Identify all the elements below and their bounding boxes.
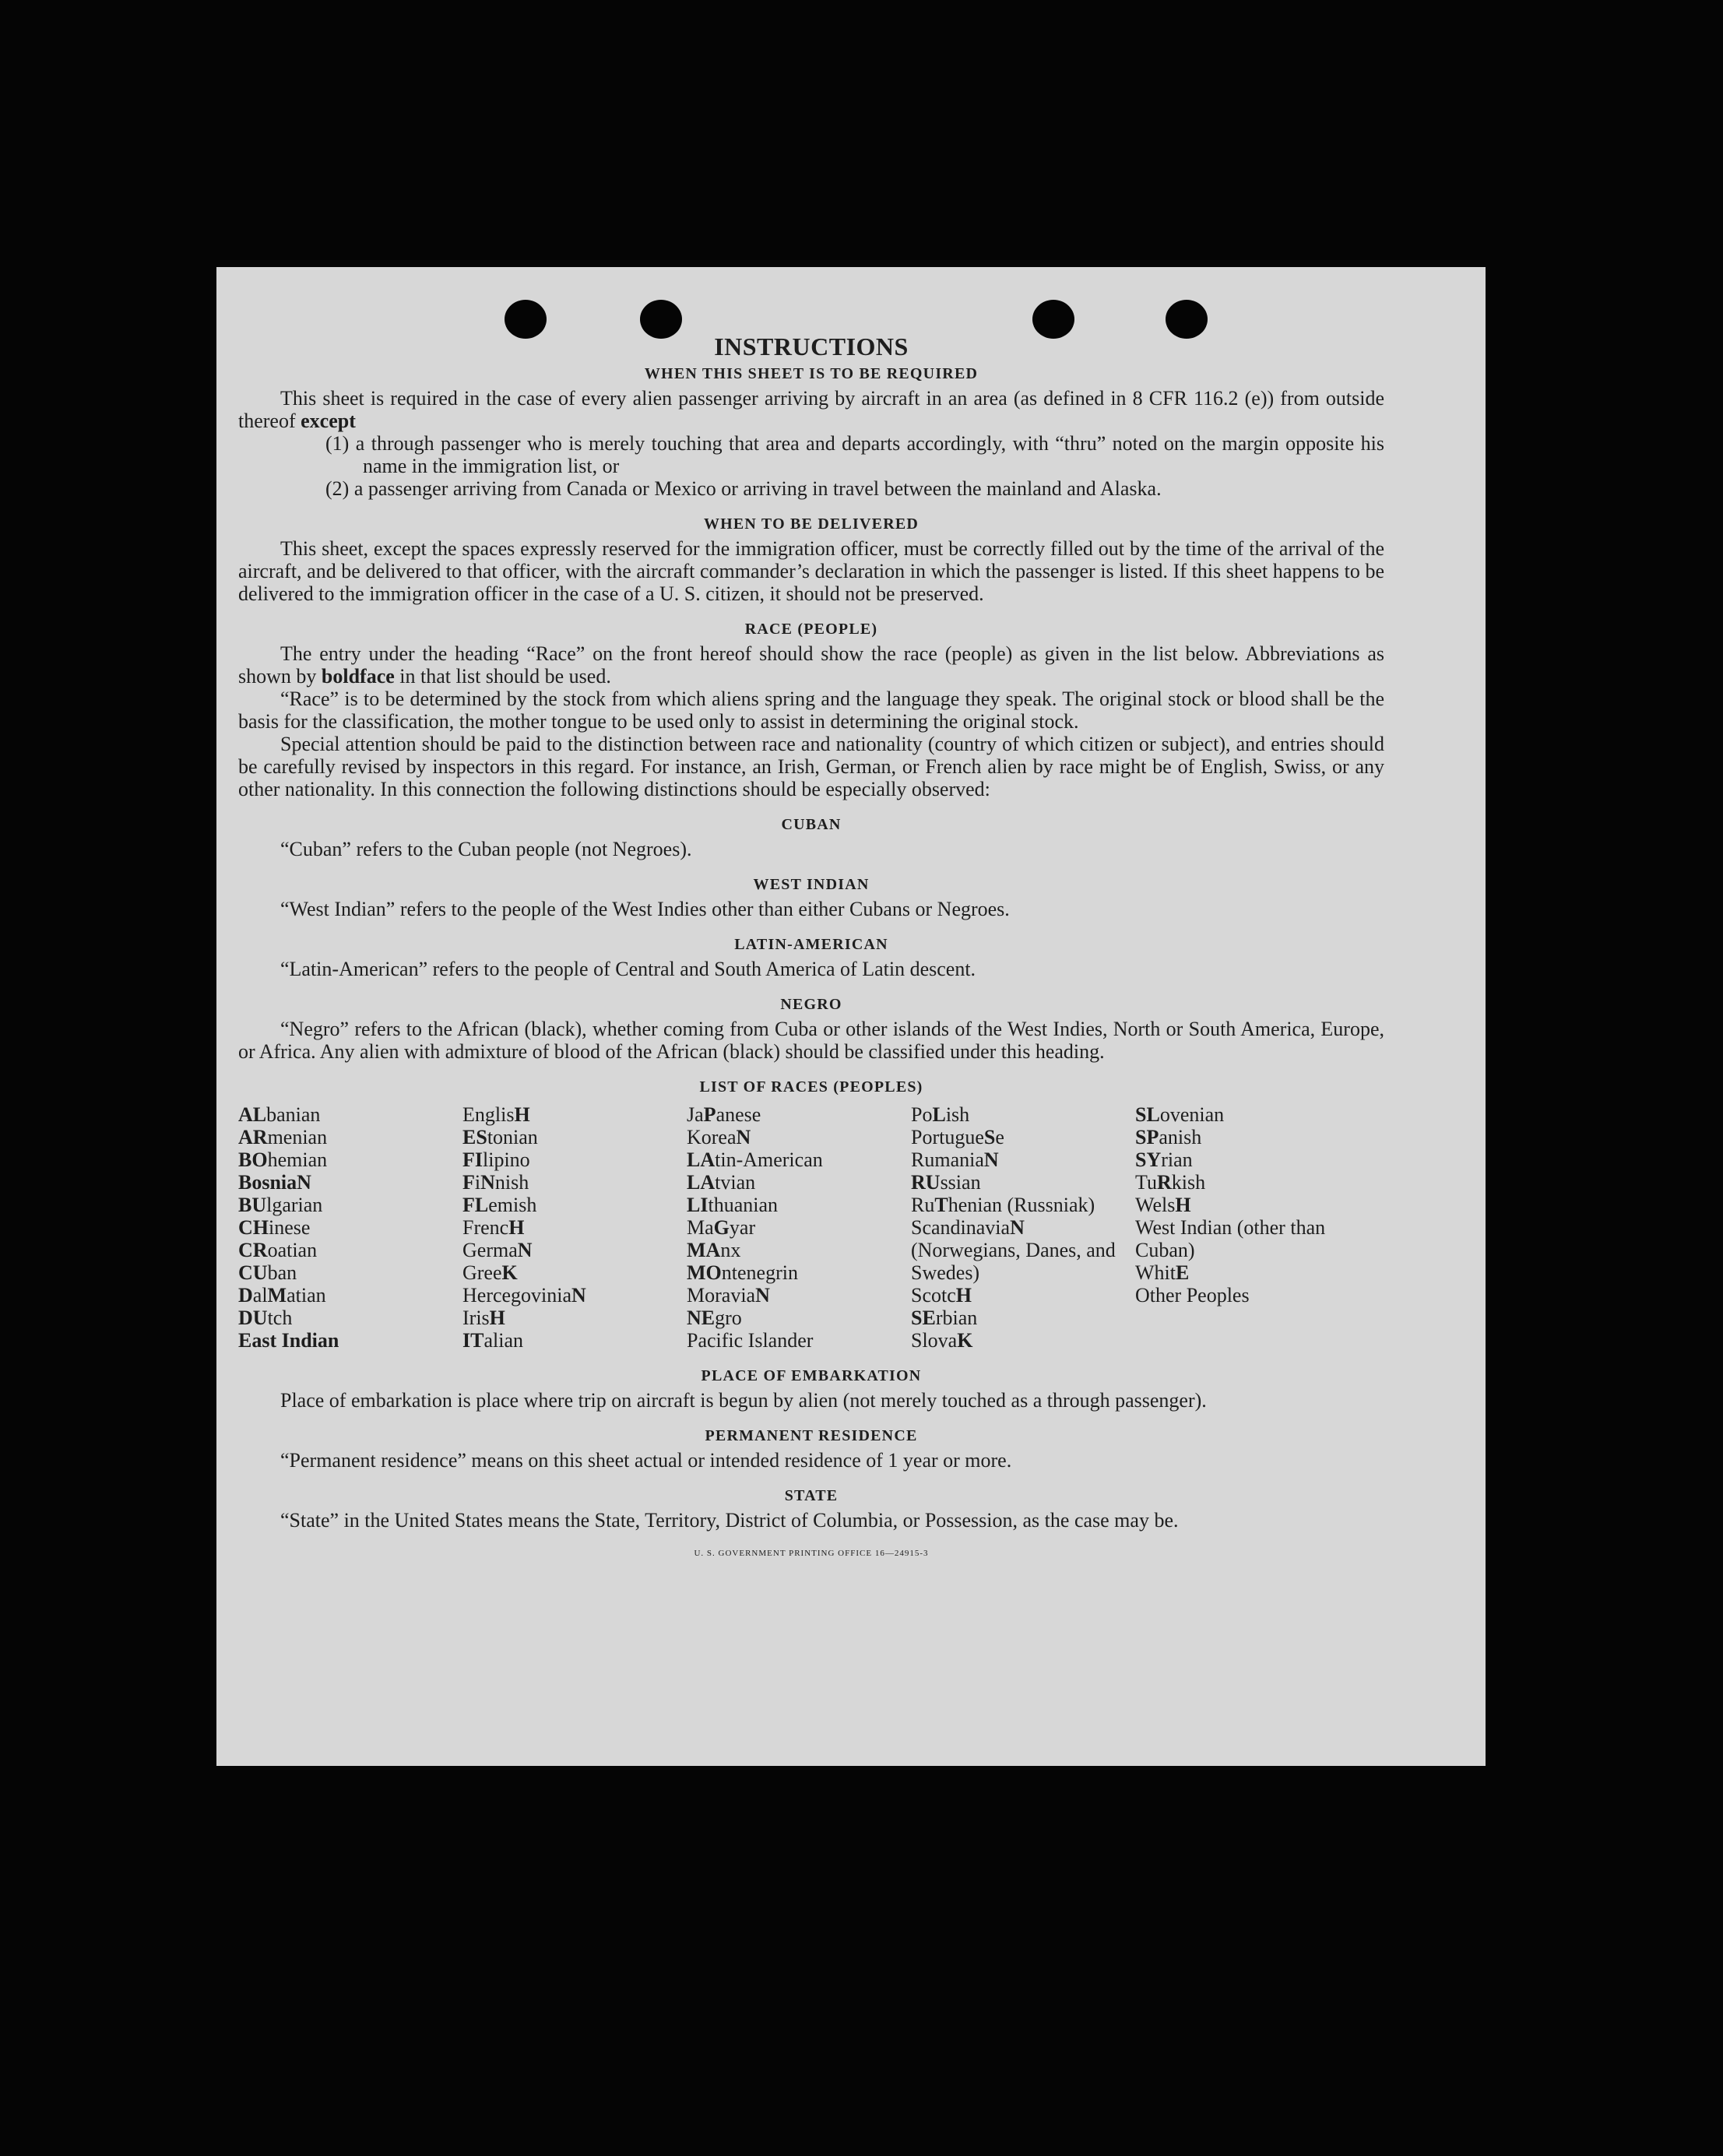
race-entry: NEgro bbox=[687, 1307, 742, 1329]
race-column bbox=[1135, 1103, 1369, 1352]
race-entry: EnglisH bbox=[462, 1103, 530, 1126]
race-entry: DalMatian bbox=[238, 1284, 326, 1307]
race-entry: KoreaN bbox=[687, 1126, 751, 1148]
paragraph: “Cuban” refers to the Cuban people (not Negroes). bbox=[280, 838, 692, 860]
race-entry: GermaN bbox=[462, 1239, 533, 1261]
race-entry: EStonian bbox=[462, 1126, 538, 1148]
page-title: INSTRUCTIONS bbox=[714, 332, 909, 361]
race-entry: RumaniaN bbox=[911, 1148, 999, 1171]
section-heading: PLACE OF EMBARKATION bbox=[701, 1367, 922, 1384]
section-heading: PERMANENT RESIDENCE bbox=[705, 1427, 918, 1444]
race-entry: JaPanese bbox=[687, 1103, 761, 1126]
section-heading: LIST OF RACES (PEOPLES) bbox=[699, 1078, 923, 1096]
race-entry: ITalian bbox=[462, 1329, 523, 1352]
section-heading: CUBAN bbox=[781, 816, 842, 833]
race-entry: GreeK bbox=[462, 1261, 518, 1284]
section-heading: STATE bbox=[784, 1487, 839, 1504]
race-entry: TuRkish bbox=[1135, 1171, 1206, 1194]
paragraph: Place of embarkation is place where trip on aircraft is begun by alien (not merely touched as a through passenger). bbox=[280, 1389, 1207, 1412]
race-entry: MoraviaN bbox=[687, 1284, 770, 1307]
paragraph: “Permanent residence” means on this sheet actual or intended residence of 1 year or more. bbox=[280, 1449, 1012, 1472]
race-column bbox=[462, 1103, 687, 1352]
race-entry: ScotcH bbox=[911, 1284, 972, 1307]
paragraph: “West Indian” refers to the people of the West Indies other than either Cubans or Negroes. bbox=[280, 898, 1010, 920]
race-column bbox=[911, 1103, 1135, 1352]
race-entry: SErbian bbox=[911, 1307, 978, 1329]
instructions-content bbox=[238, 331, 1384, 1565]
document-sheet bbox=[216, 267, 1486, 1766]
race-entry: Other Peoples bbox=[1135, 1284, 1250, 1307]
race-entry: BOhemian bbox=[238, 1148, 328, 1171]
race-entry: East Indian bbox=[238, 1329, 339, 1352]
race-entry: FiNnish bbox=[462, 1171, 529, 1194]
paragraph: “Negro” refers to the African (black), whether coming from Cuba or other islands of the West Indies, North or South America, Europe, or Africa. Any alien with admixture of blood of the African (black) should be classified under this heading. bbox=[238, 1018, 1384, 1063]
race-entry: CHinese bbox=[238, 1216, 311, 1239]
race-entry: ALbanian bbox=[238, 1103, 321, 1126]
race-entry: Pacific Islander bbox=[687, 1329, 814, 1352]
race-entry: PoLish bbox=[911, 1103, 970, 1126]
race-entry: BosniaN bbox=[238, 1171, 311, 1194]
race-entry: FLemish bbox=[462, 1194, 537, 1216]
race-entry: LAtin-American bbox=[687, 1148, 823, 1171]
race-column bbox=[687, 1103, 911, 1352]
paragraph: “Race” is to be determined by the stock from which aliens spring and the language they speak. The original stock or blood shall be the basis for the classification, the mother tongue to be used only to assist in determining the original stock. bbox=[238, 688, 1384, 733]
race-entry: SlovaK bbox=[911, 1329, 973, 1352]
list-item: (1) a through passenger who is merely touching that area and departs accordingly, with “thru” noted on the margin opposite his name in the immigration list, or bbox=[325, 432, 1384, 477]
race-column bbox=[238, 1103, 462, 1352]
printer-imprint: U. S. GOVERNMENT PRINTING OFFICE 16—24915-3 bbox=[694, 1549, 929, 1558]
race-entry: FrencH bbox=[462, 1216, 525, 1239]
race-entry: ScandinaviaN (Norwegians, Danes, and Swedes) bbox=[911, 1216, 1116, 1284]
race-entry: HercegoviniaN bbox=[462, 1284, 586, 1307]
race-entry: MAnx bbox=[687, 1239, 741, 1261]
race-entry: PortugueSe bbox=[911, 1126, 1004, 1148]
paragraph: This sheet, except the spaces expressly reserved for the immigration officer, must be correctly filled out by the time of the arrival of the aircraft, and be delivered to that officer, with the aircraft commander’s declaration in which the passenger is listed. If this sheet happens to be delivered to the immigration officer in the case of a U. S. citizen, it should not be preserved. bbox=[238, 537, 1384, 605]
paragraph: This sheet is required in the case of every alien passenger arriving by aircraft in an area (as defined in 8 CFR 116.2 (e)) from outside thereof except bbox=[238, 387, 1384, 432]
race-entry: ARmenian bbox=[238, 1126, 328, 1148]
race-entry: CRoatian bbox=[238, 1239, 318, 1261]
race-entry: SPanish bbox=[1135, 1126, 1202, 1148]
race-entry: SLovenian bbox=[1135, 1103, 1225, 1126]
race-entry: MaGyar bbox=[687, 1216, 756, 1239]
race-entry: LIthuanian bbox=[687, 1194, 778, 1216]
section-heading: WHEN TO BE DELIVERED bbox=[703, 515, 920, 533]
paragraph: “State” in the United States means the State, Territory, District of Columbia, or Possession, as the case may be. bbox=[280, 1509, 1179, 1532]
paragraph: Special attention should be paid to the distinction between race and nationality (country of which citizen or subject), and entries should be carefully revised by inspectors in this regard. For instance, an Irish, German, or French alien by race might be of English, Swiss, or any other nationality. In this connection the following distinctions should be especially observed: bbox=[238, 733, 1384, 800]
race-entry: FIlipino bbox=[462, 1148, 530, 1171]
race-entry: IrisH bbox=[462, 1307, 505, 1329]
race-entry: WelsH bbox=[1135, 1194, 1191, 1216]
paragraph: “Latin-American” refers to the people of Central and South America of Latin descent. bbox=[280, 958, 976, 980]
paragraph: The entry under the heading “Race” on the front hereof should show the race (people) as given in the list below. Abbreviations as shown by boldface in that list should be used. bbox=[238, 642, 1384, 688]
race-list bbox=[238, 1103, 1384, 1352]
section-heading: LATIN-AMERICAN bbox=[734, 936, 888, 953]
race-entry: RuThenian (Russniak) bbox=[911, 1194, 1095, 1216]
race-entry: LAtvian bbox=[687, 1171, 756, 1194]
race-entry: SYrian bbox=[1135, 1148, 1193, 1171]
race-entry: RUssian bbox=[911, 1171, 981, 1194]
section-heading: WHEN THIS SHEET IS TO BE REQUIRED bbox=[644, 365, 979, 382]
race-entry: DUtch bbox=[238, 1307, 293, 1329]
race-entry: BUlgarian bbox=[238, 1194, 323, 1216]
race-entry: MOntenegrin bbox=[687, 1261, 798, 1284]
section-heading: WEST INDIAN bbox=[753, 876, 870, 893]
list-item: (2) a passenger arriving from Canada or Mexico or arriving in travel between the mainland and Alaska. bbox=[325, 477, 1162, 500]
race-entry: West Indian (other than Cuban) bbox=[1135, 1216, 1326, 1261]
section-heading: NEGRO bbox=[780, 996, 842, 1013]
race-entry: WhitE bbox=[1135, 1261, 1190, 1284]
race-entry: CUban bbox=[238, 1261, 297, 1284]
section-heading: RACE (PEOPLE) bbox=[744, 621, 878, 638]
